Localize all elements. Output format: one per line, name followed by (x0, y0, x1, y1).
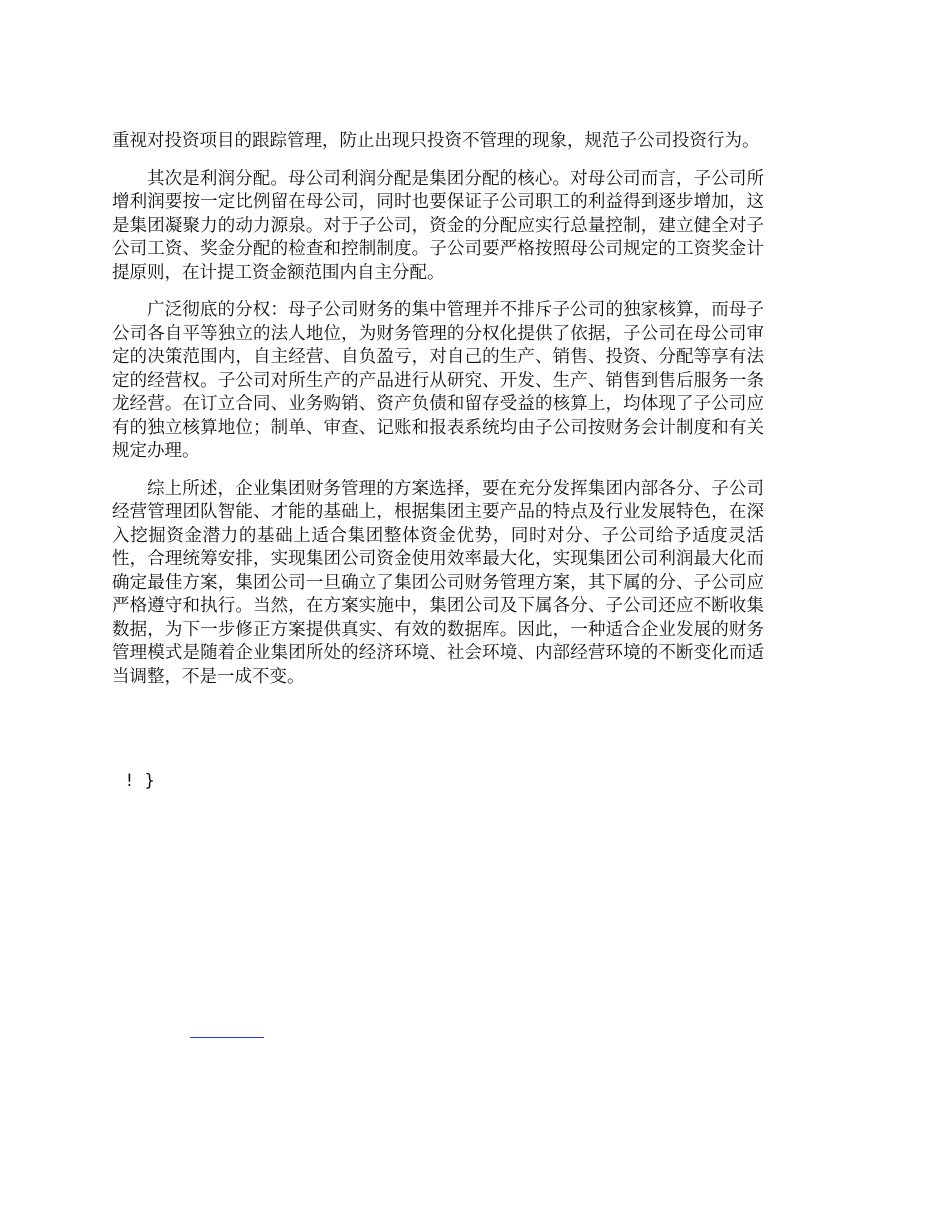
hyperlink-underline[interactable] (190, 1037, 264, 1038)
paragraph-conclusion: 综上所述，企业集团财务管理的方案选择，要在充分发挥集团内部各分、子公司经营管理团队智能、才能的基础上，根据集团主要产品的特点及行业发展特色，在深入挖掘资金潜力的基础上适合集团整体资金优势，同时对分、子公司给予适度灵活性，合理统筹安排，实现集团公司资金使用效率最大化，实现集团公司利润最大化而确定最佳方案，集团公司一旦确立了集团公司财务管理方案，其下属的分、子公司应严格遵守和执行。当然，在方案实施中，集团公司及下属各分、子公司还应不断收集数据，为下一步修正方案提供真实、有效的数据库。因此，一种适合企业发展的财务管理模式是随着企业集团所处的经济环境、社会环境、内部经营环境的不断变化而适当调整，不是一成不变。 (112, 478, 764, 687)
document-body (112, 130, 764, 703)
paragraph-continuation: 重视对投资项目的跟踪管理，防止出现只投资不管理的现象，规范子公司投资行为。 (112, 131, 760, 151)
paragraph-decentralization: 广泛彻底的分权：母子公司财务的集中管理并不排斥子公司的独家核算，而母子公司各自平等独立的法人地位，为财务管理的分权化提供了依据，子公司在母公司审定的决策范围内，自主经营、自负盈亏，对自己的生产、销售、投资、分配等享有法定的经营权。子公司对所生产的产品进行从研究、开发、生产、销售到售后服务一条龙经营。在订立合同、业务购销、资产负债和留存受益的核算上，均体现了子公司应有的独立核算地位；制单、审查、记账和报表系统均由子公司按财务会计制度和有关规定办理。 (112, 300, 764, 461)
stray-characters: ! } (126, 771, 159, 791)
paragraph-profit-distribution: 其次是利润分配。母公司利润分配是集团分配的核心。对母公司而言，子公司所增利润要按一定比例留在母公司，同时也要保证子公司职工的利益得到逐步增加，这是集团凝聚力的动力源泉。对于子公司，资金的分配应实行总量控制，建立健全对子公司工资、奖金分配的检查和控制制度。子公司要严格按照母公司规定的工资奖金计提原则，在计提工资金额范围内自主分配。 (112, 168, 764, 283)
